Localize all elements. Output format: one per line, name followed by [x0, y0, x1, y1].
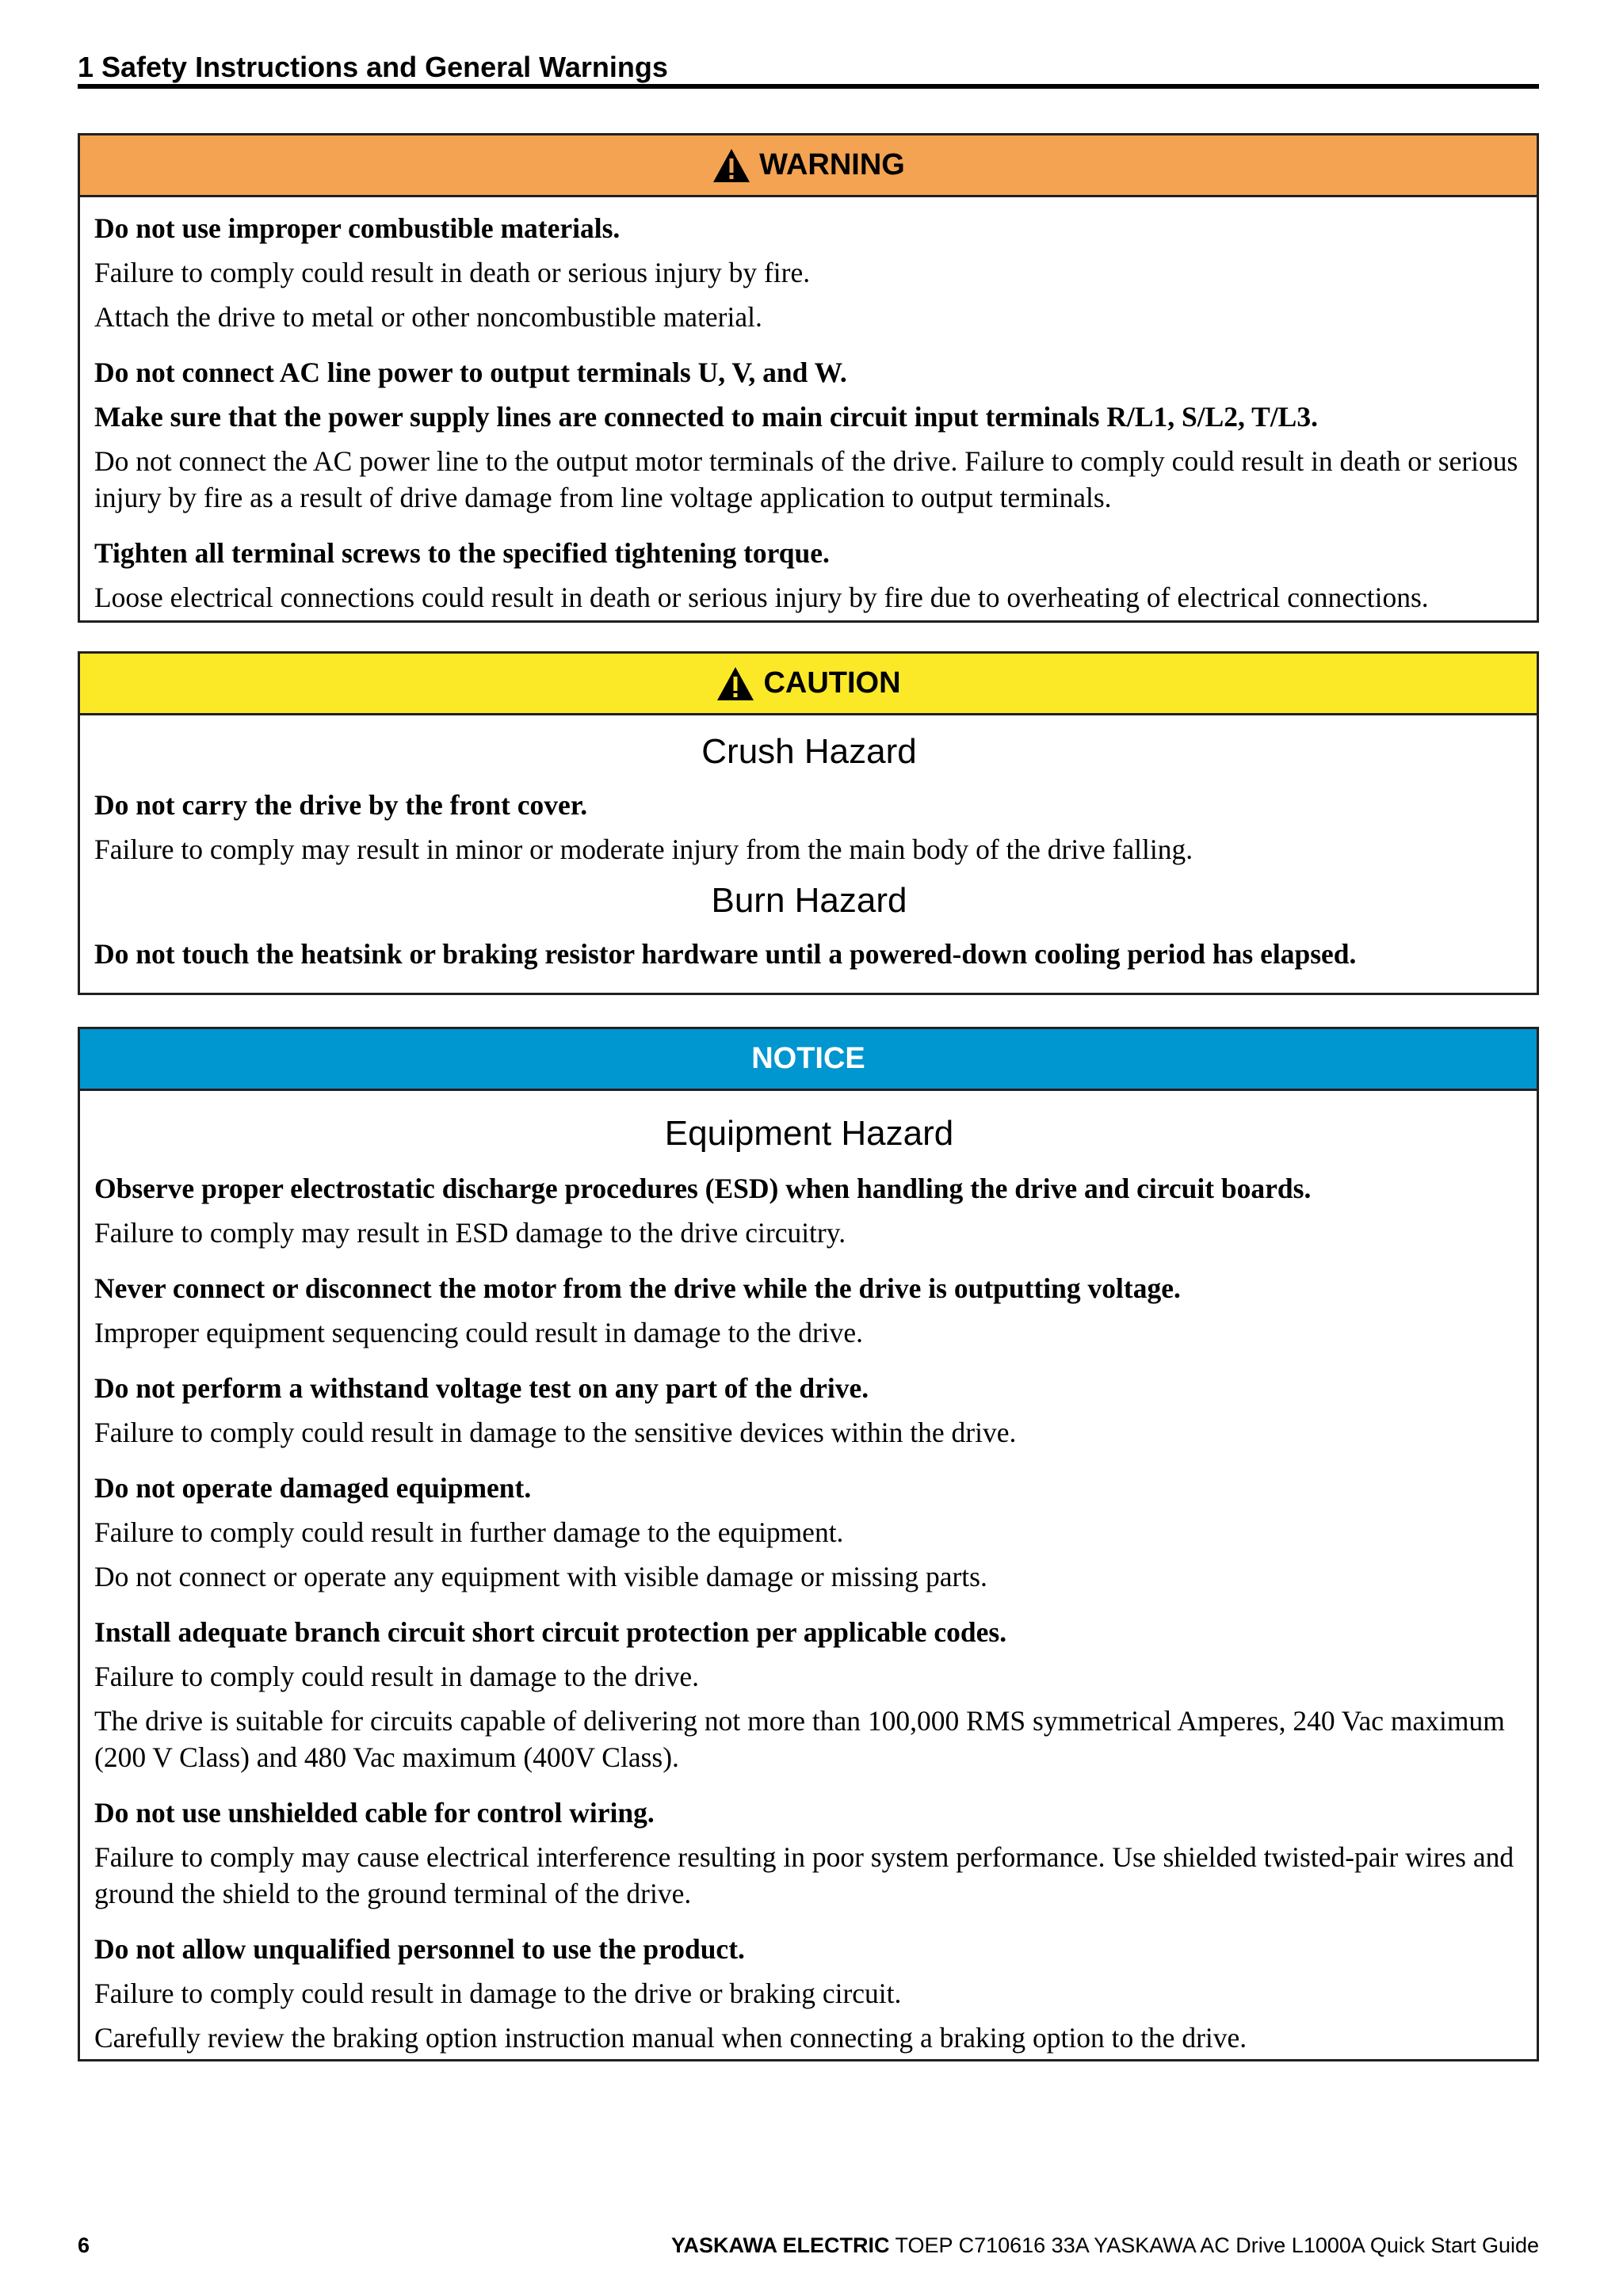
- footer-brand: YASKAWA ELECTRIC: [670, 2233, 890, 2257]
- warning-triangle-icon: [716, 666, 755, 702]
- notice-item: Never connect or disconnect the motor from the drive while the drive is outputting voltage.: [94, 1272, 1181, 1304]
- notice-item: Do not perform a withstand voltage test on any part of the drive.: [94, 1372, 869, 1404]
- warning-header: [80, 135, 1537, 197]
- notice-item: Do not use unshielded cable for control wiring.: [94, 1797, 655, 1829]
- crush-hazard-title: Crush Hazard: [701, 732, 917, 771]
- equipment-hazard-title: Equipment Hazard: [664, 1114, 954, 1153]
- caution-item: Failure to comply may result in minor or moderate injury from the main body of the drive falling.: [94, 833, 1193, 865]
- caution-body: [80, 715, 1537, 988]
- caution-item: Do not carry the drive by the front cover.: [94, 789, 588, 821]
- warning-item: Do not connect AC line power to output terminals U, V, and W.: [94, 357, 847, 388]
- caution-item: Do not touch the heatsink or braking resistor hardware until a powered-down cooling period has elapsed.: [94, 938, 1357, 970]
- notice-item: Failure to comply could result in damage to the drive or braking circuit.: [94, 1978, 902, 2009]
- notice-header: [80, 1029, 1537, 1091]
- notice-item: Do not allow unqualified personnel to use the product.: [94, 1933, 745, 1965]
- notice-item: Observe proper electrostatic discharge procedures (ESD) when handling the drive and circuit boards.: [94, 1173, 1312, 1204]
- notice-box: [78, 1027, 1539, 2061]
- section-header: 1 Safety Instructions and General Warnings: [78, 46, 1539, 89]
- warning-triangle-icon: [712, 147, 751, 184]
- warning-item: Do not use improper combustible materials.: [94, 212, 621, 244]
- notice-item: Failure to comply could result in damage to the sensitive devices within the drive.: [94, 1417, 1017, 1448]
- notice-item: Improper equipment sequencing could result in damage to the drive.: [94, 1317, 864, 1348]
- notice-label: NOTICE: [751, 1042, 865, 1075]
- caution-header: [80, 654, 1537, 715]
- warning-item: Do not connect the AC power line to the output motor terminals of the drive. Failure to comply could result in death or serious injury by fire as a result of drive damage from line voltage application to output terminals.: [94, 445, 1518, 513]
- warning-item: Tighten all terminal screws to the specified tightening torque.: [94, 537, 830, 569]
- caution-label: CAUTION: [763, 666, 901, 700]
- burn-hazard-title: Burn Hazard: [711, 881, 907, 920]
- warning-body: [80, 197, 1537, 631]
- warning-item: Attach the drive to metal or other noncombustible material.: [94, 301, 762, 333]
- warning-item: Failure to comply could result in death or serious injury by fire.: [94, 257, 811, 288]
- notice-item: Do not operate damaged equipment.: [94, 1472, 532, 1504]
- notice-item: Failure to comply could result in further damage to the equipment.: [94, 1516, 844, 1548]
- warning-item: Make sure that the power supply lines are connected to main circuit input terminals R/L1, S/L2, T/L3.: [94, 401, 1318, 433]
- warning-label: WARNING: [759, 148, 905, 181]
- page-number: 6: [78, 2233, 90, 2257]
- notice-item: The drive is suitable for circuits capable of delivering not more than 100,000 RMS symmetrical Amperes, 240 Vac maximum (200 V Class) and 480 Vac maximum (400V Class).: [94, 1705, 1505, 1773]
- notice-item: Carefully review the braking option instruction manual when connecting a braking option to the drive.: [94, 2022, 1247, 2054]
- footer-doc-info: [671, 2226, 1539, 2264]
- notice-body: [80, 1091, 1537, 2072]
- caution-box: [78, 651, 1539, 995]
- notice-item: Failure to comply could result in damage to the drive.: [94, 1661, 700, 1692]
- notice-item: Install adequate branch circuit short circuit protection per applicable codes.: [94, 1616, 1007, 1648]
- notice-item: Failure to comply may result in ESD damage to the drive circuitry.: [94, 1217, 846, 1249]
- page-footer: [78, 2226, 1539, 2264]
- notice-item: Failure to comply may cause electrical interference resulting in poor system performance. Use shielded twisted-pair wires and ground the shield to the ground terminal of the drive.: [94, 1841, 1514, 1909]
- notice-item: Do not connect or operate any equipment with visible damage or missing parts.: [94, 1561, 987, 1592]
- warning-box: [78, 133, 1539, 623]
- warning-item: Loose electrical connections could result in death or serious injury by fire due to overheating of electrical connections.: [94, 582, 1429, 613]
- footer-doc: TOEP C710616 33A YASKAWA AC Drive L1000A Quick Start Guide: [889, 2233, 1539, 2257]
